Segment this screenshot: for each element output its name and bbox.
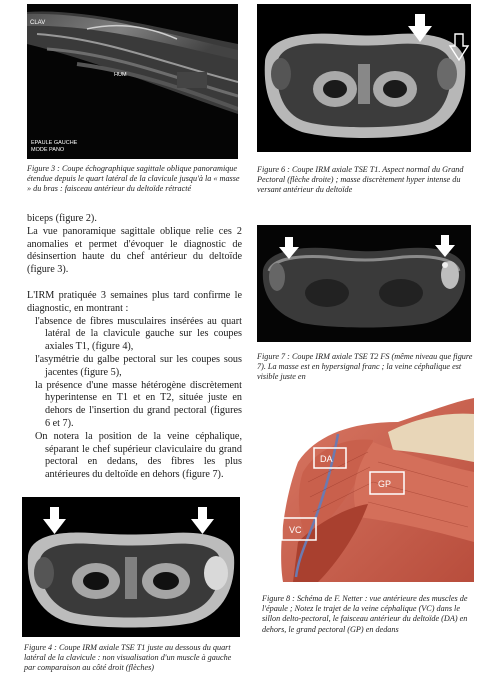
hum-label: HUM — [114, 72, 127, 78]
figure-8-caption: Figure 8 : Schéma de F. Netter : vue antérieure des muscles de l'épaule ; Notez le trajet de la veine céphalique (VC) dans le sillon delto-pectoral, le faisceau antérieur du deltoïde (DA) en dehors, le grand pectoral (GP) en dedans — [262, 594, 468, 634]
figure-3-image — [27, 4, 238, 159]
figure-7-caption: Figure 7 : Coupe IRM axiale TSE T2 FS (même niveau que figure 7). La masse est en hypersignal franc ; la veine céphalique est visible juste en — [257, 352, 473, 382]
figure-3-caption: Figure 3 : Coupe échographique sagittale oblique panoramique étendue depuis le quart latéral de la clavicule jusqu'à la « masse » du bras : faisceau antérieur du deltoïde rétracté — [27, 164, 240, 194]
gp-label: GP — [378, 479, 392, 489]
paragraph-1: biceps (figure 2). — [27, 213, 97, 224]
paragraph-3: L'IRM pratiquée 3 semaines plus tard confirme le diagnostic, en montrant : — [27, 289, 242, 314]
figure-4-image — [22, 497, 240, 637]
paragraph-4: On notera la position de la veine céphalique, séparant le chef supérieur claviculaire du grand pectoral en dedans, des fibres les plus antérieures du deltoïde en dehors (figure 7). — [35, 430, 242, 481]
figure-6-image — [257, 4, 471, 152]
figure-8-image — [278, 392, 474, 582]
figure-6-caption: Figure 6 : Coupe IRM axiale TSE T1. Aspect normal du Grand Pectoral (flèche droite) ; masse discrètement hyper intense du versant antérieur du deltoïde — [257, 165, 464, 195]
list-item-3: la présence d'une masse hétérogène discrètement hyperintense en T1 et en T2, située juste en dehors de l'insertion du grand pectoral (figures 6 et 7). — [35, 379, 242, 429]
figure-4-caption: Figure 4 : Coupe IRM axiale TSE T1 juste au dessous du quart latéral de la clavicule : non visualisation d'un muscle à gauche par comparaison au côté droit (flèches) — [24, 643, 232, 673]
body-text — [27, 213, 242, 482]
vc-label: VC — [289, 525, 302, 535]
clav-label: CLAV — [30, 20, 46, 26]
figure-7-image — [257, 225, 471, 342]
mode-label: MODE PANO — [31, 147, 65, 153]
da-label: DA — [320, 454, 333, 464]
list-item-1: l'absence de fibres musculaires insérées au quart latéral de la clavicule gauche sur les coupes axiales T1, (figure 4), — [35, 315, 242, 353]
paragraph-2: La vue panoramique sagittale oblique relie ces 2 anomalies et permet d'évoquer le diagnostic de désinsertion haute du chef antérieur du deltoïde (figure 3). — [27, 225, 242, 276]
list-item-2: l'asymétrie du galbe pectoral sur les coupes sous jacentes (figure 5), — [35, 353, 242, 378]
side-label: EPAULE GAUCHE — [31, 140, 78, 146]
